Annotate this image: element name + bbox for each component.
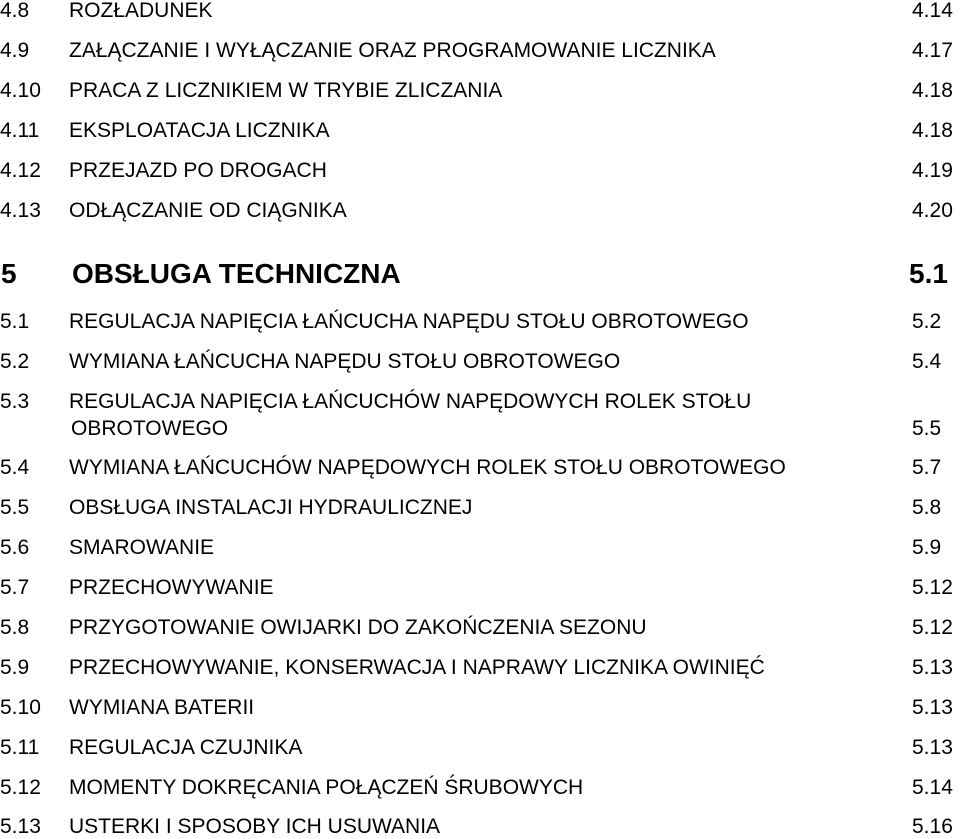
section-number: 5.9 <box>0 656 30 679</box>
page-number: 5.14 <box>912 776 953 799</box>
section-title: ODŁĄCZANIE OD CIĄGNIKA <box>69 199 347 222</box>
section-title-continued: OBROTOWEGO <box>71 417 229 440</box>
chapter-number: 5 <box>1 258 17 289</box>
page-number: 5.13 <box>912 656 953 679</box>
page-number: 5.13 <box>912 736 953 759</box>
page-number: 5.16 <box>912 815 953 838</box>
section-title: ZAŁĄCZANIE I WYŁĄCZANIE ORAZ PROGRAMOWANIE LICZNIKA <box>69 39 716 62</box>
section-number: 5.7 <box>0 576 30 599</box>
section-title: MOMENTY DOKRĘCANIA POŁĄCZEŃ ŚRUBOWYCH <box>69 776 584 799</box>
page-number: 5.12 <box>912 616 953 639</box>
page-number: 5.4 <box>912 350 942 373</box>
section-number: 4.13 <box>0 199 41 222</box>
page-number: 4.18 <box>912 79 953 102</box>
section-title: EKSPLOATACJA LICZNIKA <box>69 119 330 142</box>
section-number: 4.11 <box>0 119 40 142</box>
section-title: ROZŁADUNEK <box>69 0 213 22</box>
section-title: PRZYGOTOWANIE OWIJARKI DO ZAKOŃCZENIA SEZONU <box>69 616 647 639</box>
section-number: 4.10 <box>0 79 41 102</box>
chapter-title: OBSŁUGA TECHNICZNA <box>72 258 401 289</box>
page-number: 5.9 <box>912 536 942 559</box>
section-number: 5.1 <box>0 310 30 333</box>
section-number: 5.3 <box>0 390 30 413</box>
section-number: 4.12 <box>0 159 41 182</box>
section-number: 5.4 <box>0 456 30 479</box>
page-number: 4.14 <box>912 0 953 22</box>
section-number: 4.8 <box>0 0 30 22</box>
page-number: 4.19 <box>912 159 953 182</box>
section-title: WYMIANA ŁAŃCUCHA NAPĘDU STOŁU OBROTOWEGO <box>69 350 621 373</box>
page-number: 5.8 <box>912 496 942 519</box>
section-title: PRACA Z LICZNIKIEM W TRYBIE ZLICZANIA <box>69 79 503 102</box>
page-number: 4.17 <box>912 39 953 62</box>
page-number: 5.2 <box>912 310 942 333</box>
section-number: 5.10 <box>0 696 41 719</box>
section-number: 5.8 <box>0 616 30 639</box>
section-number: 5.11 <box>0 736 40 759</box>
page-number: 4.18 <box>912 119 953 142</box>
section-title: OBSŁUGA INSTALACJI HYDRAULICZNEJ <box>69 496 473 519</box>
section-number: 5.13 <box>0 815 41 838</box>
section-title: WYMIANA BATERII <box>69 696 255 719</box>
section-number: 5.6 <box>0 536 30 559</box>
section-title: USTERKI I SPOSOBY ICH USUWANIA <box>69 815 441 838</box>
section-title: REGULACJA NAPIĘCIA ŁAŃCUCHA NAPĘDU STOŁU OBROTOWEGO <box>69 310 749 333</box>
page-number: 5.13 <box>912 696 953 719</box>
section-number: 5.2 <box>0 350 30 373</box>
section-title: WYMIANA ŁAŃCUCHÓW NAPĘDOWYCH ROLEK STOŁU OBROTOWEGO <box>69 456 786 479</box>
section-title: SMAROWANIE <box>69 536 215 559</box>
page-number: 5.12 <box>912 576 953 599</box>
section-title: REGULACJA CZUJNIKA <box>69 736 303 759</box>
section-title: REGULACJA NAPIĘCIA ŁAŃCUCHÓW NAPĘDOWYCH ROLEK STOŁU <box>69 390 752 413</box>
section-title: PRZECHOWYWANIE <box>69 576 274 599</box>
page-number: 5.5 <box>912 417 942 440</box>
section-number: 5.12 <box>0 776 41 799</box>
chapter-page-number: 5.1 <box>909 258 948 289</box>
section-number: 5.5 <box>0 496 30 519</box>
page-number: 5.7 <box>912 456 942 479</box>
page-number: 4.20 <box>912 199 953 222</box>
section-number: 4.9 <box>0 39 30 62</box>
section-title: PRZECHOWYWANIE, KONSERWACJA I NAPRAWY LICZNIKA OWINIĘĆ <box>69 656 765 679</box>
section-title: PRZEJAZD PO DROGACH <box>69 159 327 182</box>
